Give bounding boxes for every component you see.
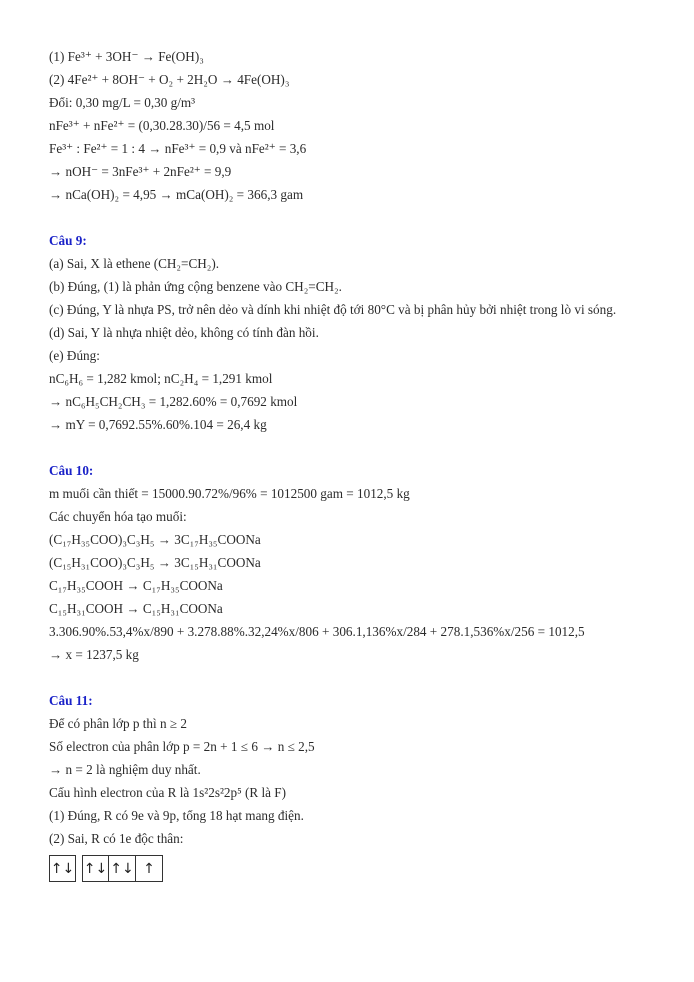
text-line: (2) 4Fe²⁺ + 8OH⁻ + O₂ + 2H₂O → 4Fe(OH)₃ — [49, 72, 290, 87]
text-line: Để có phân lớp p thì n ≥ 2 — [49, 716, 188, 731]
text-line: nC₆H₆ = 1,282 kmol; nC₂H₄ = 1,291 kmol — [49, 371, 273, 386]
text-line: Các chuyển hóa tạo muối: — [49, 509, 187, 524]
cau8-continuation — [49, 45, 669, 206]
text-line: (1) Đúng, R có 9e và 9p, tổng 18 hạt mang điện. — [49, 808, 304, 823]
text-line: → n = 2 là nghiệm duy nhất. — [49, 762, 201, 777]
text-line: (b) Đúng, (1) là phản ứng cộng benzene vào CH₂=CH₂. — [49, 279, 342, 294]
text-line: C₁₇H₃₅COOH → C₁₇H₃₅COONa — [49, 578, 223, 593]
orbital-box-2p: ↑ — [136, 855, 163, 882]
text-line: (c) Đúng, Y là nhựa PS, trở nên dẻo và dính khi nhiệt độ tới 80°C và bị phân hủy bởi nhiệt trong lò vi sóng. — [49, 302, 617, 317]
text-line: (a) Sai, X là ethene (CH₂=CH₂). — [49, 256, 220, 271]
cau9-section — [49, 229, 669, 436]
text-line: m muối cần thiết = 15000.90.72%/96% = 1012500 gam = 1012,5 kg — [49, 486, 410, 501]
text-line: Đổi: 0,30 mg/L = 0,30 g/m³ — [49, 95, 196, 110]
text-line: → nOH⁻ = 3nFe³⁺ + 2nFe²⁺ = 9,9 — [49, 164, 232, 179]
cau10-section — [49, 459, 669, 666]
orbital-box-2p: ↑↓ — [109, 855, 136, 882]
orbital-diagram — [49, 855, 669, 882]
text-line: (d) Sai, Y là nhựa nhiệt dẻo, không có tính đàn hồi. — [49, 325, 319, 340]
cau11-heading: Câu 11: — [49, 693, 93, 708]
cau9-heading: Câu 9: — [49, 233, 87, 248]
solution-page — [49, 45, 669, 882]
text-line: nFe³⁺ + nFe²⁺ = (0,30.28.30)/56 = 4,5 mol — [49, 118, 275, 133]
text-line: 3.306.90%.53,4%x/890 + 3.278.88%.32,24%x/806 + 306.1,136%x/284 + 278.1,536%x/256 = 1012,5 — [49, 624, 585, 639]
orbital-box-2s: ↑↓ — [49, 855, 76, 882]
text-line: → mY = 0,7692.55%.60%.104 = 26,4 kg — [49, 417, 267, 432]
text-line: Số electron của phân lớp p = 2n + 1 ≤ 6 → n ≤ 2,5 — [49, 739, 315, 754]
orbital-box-2p: ↑↓ — [82, 855, 109, 882]
cau10-heading: Câu 10: — [49, 463, 94, 478]
text-line: Cấu hình electron của R là 1s²2s²2p⁵ (R là F) — [49, 785, 287, 800]
text-line: (1) Fe³⁺ + 3OH⁻ → Fe(OH)₃ — [49, 49, 204, 64]
text-line: (C₁₇H₃₅COO)₃C₃H₅ → 3C₁₇H₃₅COONa — [49, 532, 261, 547]
text-line: → nCa(OH)₂ = 4,95 → mCa(OH)₂ = 366,3 gam — [49, 187, 304, 202]
text-line: → x = 1237,5 kg — [49, 647, 139, 662]
text-line: (C₁₅H₃₁COO)₃C₃H₅ → 3C₁₅H₃₁COONa — [49, 555, 261, 570]
text-line: C₁₅H₃₁COOH → C₁₅H₃₁COONa — [49, 601, 223, 616]
text-line: (e) Đúng: — [49, 348, 100, 363]
cau11-section — [49, 689, 669, 882]
text-line: (2) Sai, R có 1e độc thân: — [49, 831, 184, 846]
text-line: Fe³⁺ : Fe²⁺ = 1 : 4 → nFe³⁺ = 0,9 và nFe²⁺ = 3,6 — [49, 141, 307, 156]
text-line: → nC₆H₅CH₂CH₃ = 1,282.60% = 0,7692 kmol — [49, 394, 298, 409]
